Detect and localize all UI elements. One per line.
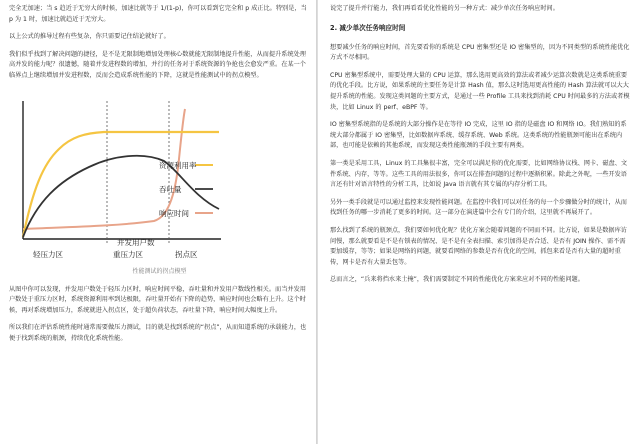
resource-utilization-curve	[23, 132, 219, 237]
zone-label-heavy: 重压力区	[113, 249, 143, 259]
paragraph: CPU 密集型系统中，需要处理大量的 CPU 运算，那么选用更高效的算法或者减少运算次数就是这类系统重要的优化手段。比方说，如果系统的主要任务是计算 Hash 值，那么这时选用更高性能的 Hash 算法就可以大大提升系统的性能。发现这类问题的主要方式，是通过一些 Profile 工具来找到消耗 CPU 时间最多的方法或者模块，比如 Linux 的 perf、eBPF 等。	[330, 71, 630, 111]
paragraph: 总而言之，“兵来将挡水来土掩”，我们需要制定不同的性能优化方案来应对不同的性能问题。	[330, 276, 584, 284]
zone-label-light: 轻压力区	[33, 249, 63, 259]
paragraph: IO 密集型系统指的是系统的大部分操作是在等待 IO 完成，这里 IO 指的是磁盘 IO 和网络 IO。我们熟知的系统大部分都属于 IO 密集型，比如数据库系统、缓存系统、Web 系统。这类系统的性能瓶颈可能出在系统内部，也可能是依赖的其他系统，而发现这类性能瓶颈的手段主要有两类。	[330, 121, 627, 150]
legend-label-response: 响应时间	[159, 208, 189, 218]
knee-point-diagram	[9, 89, 309, 264]
figure-caption: 性能测试的拐点模型	[132, 267, 187, 275]
paragraph: 想要减少任务的响应时间，首先要看你的系统是 CPU 密集型还是 IO 密集型的，因为不同类型的系统性能优化方式不尽相同。	[330, 43, 630, 62]
paragraph: 我们似乎找到了解决问题的捷径，是不是无限制地增加处理核心数就能无限制地提升性能，从而提升系统处理高并发的能力呢？很遗憾，随着并发进程数的增加，并行的任务对于系统资源的争抢也会愈发严重。在某一个临界点上继续增加并发进程数，反而会造成系统性能的下降，这就是性能测试中的拐点模型。	[9, 50, 306, 79]
paragraph: 第一类是采用工具，Linux 的工具集很丰富，完全可以满足你的优化需要，比如网络协议栈、网卡、磁盘、文件系统、内存，等等。这些工具的用法很多，你可以在排查问题的过程中逐渐积累。除此之外呢，一些开发语言还有针对语言特性的分析工具，比如说 Java 语言就有其专属的内存分析工具。	[330, 159, 628, 189]
legend-label-resource: 资源利用率	[159, 160, 197, 170]
paragraph: 以上公式的推导过程有些复杂，你只需要记住结论就好了。	[9, 33, 170, 41]
paragraph: 另外一类手段就是可以通过监控来发现性能问题。在监控中我们可以对任务的每一个步骤做分时的统计，从而找到任务的哪一步消耗了更多的时间。这一部分在演进篇中会有专门的介绍，这里就不再展开了。	[330, 198, 627, 217]
zone-label-knee: 拐点区	[175, 249, 198, 259]
legend-label-throughput: 吞吐量	[159, 184, 182, 194]
concurrent-users-label: 并发用户数	[117, 237, 155, 247]
paragraph: 说完了提升并行能力，我们再看看优化性能的另一种方式：减少单次任务响应时间。	[330, 5, 559, 12]
paragraph: 那么找到了系统的瓶颈点，我们要如何优化呢？优化方案会随着问题的不同而不同。比方说，如果是数据库访问慢，那么就要看是不是有锁表的情况、是不是有全表扫描、索引加得是否合适、是否有 JOIN 操作、需不需要加缓存，等等；如果是网络的问题，就要看网络的参数是否有优化的空间，抓包来看是否有大量的超时重传，网卡是否有大量丢包等。	[330, 226, 627, 266]
left-page	[0, 0, 318, 444]
paragraph: 所以我们在评估系统性能时通常需要做压力测试，目的就是找到系统的“拐点”，从而知道系统的承载能力，也便于找到系统的瓶颈，持续优化系统性能。	[9, 324, 307, 342]
paragraph: 完全无加速；当 s 趋近于无穷大的时候，加速比就等于 1/(1-p)，你可以看到它完全和 p 成正比。特别是，当 p 为 1 时，加速比就趋近于无穷大。	[9, 5, 307, 23]
right-page	[318, 0, 640, 444]
paragraph: 从图中你可以发现，并发用户数处于轻压力区时，响应时间平稳，吞吐量和并发用户数线性相关。而当并发用户数处于重压力区时，系统资源利用率到达极限，吞吐量开始有下降的趋势，响应时间也会略有上升。这个时候，再对系统增加压力，系统就进入拐点区，处于超负荷状态，吞吐量下降，响应时间大幅度上升。	[9, 285, 306, 314]
knee-point-figure	[9, 89, 309, 264]
section-heading: 2. 减少单次任务响应时间	[330, 23, 406, 32]
